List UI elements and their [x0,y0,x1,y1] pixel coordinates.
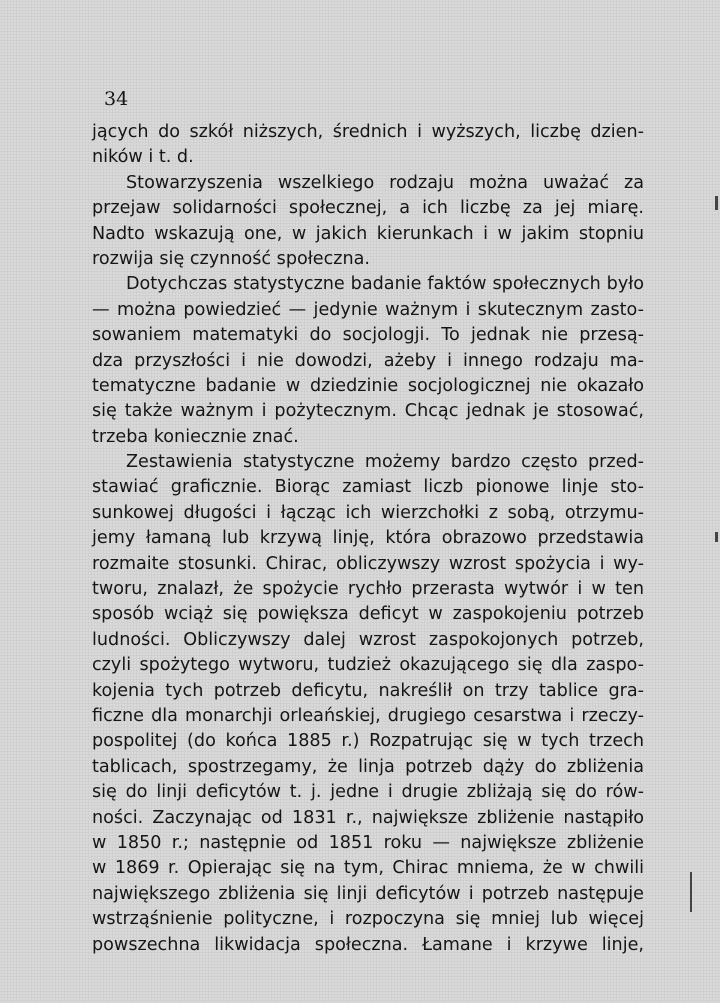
text-line: — można powiedzieć — jedynie ważnym i skutecznym zasto- [92,299,644,320]
text-line: wstrząśnienie polityczne, i rozpoczyna się mniej lub więcej [92,909,644,930]
text-line: się także ważnym i pożytecznym. Chcąc jednak je stosować, [92,401,644,422]
text-line: jących do szkół niższych, średnich i wyższych, liczbę dzien- [92,122,644,142]
text-line: powszechna likwidacja społeczna. Łamane i krzywe linje, [92,934,644,955]
text-line: rozmaite stosunki. Chirac, obliczywszy wzrost spożycia i wy- [92,553,644,574]
text-line: tematyczne badanie w dziedzinie socjologicznej nie okazało [92,375,644,396]
text-line: przejaw solidarności społecznej, a ich liczbę za jej miarę. [92,198,644,219]
text-line: tworu, znalazł, że spożycie rychło przerasta wytwór i w ten [92,579,644,600]
text-line: największego zbliżenia się linji deficytów i potrzeb następuje [92,883,644,904]
text-line: sowaniem matematyki do socjologji. To jednak nie przesą- [92,325,644,346]
text-line: rozwija się czynność społeczna. [92,248,371,269]
text-line: w 1850 r.; następnie od 1851 roku — największe zbliżenie [92,832,644,853]
scan-edge-mark [715,532,718,542]
text-line: Dotychczas statystyczne badanie faktów społecznych było [126,274,644,295]
scan-edge-mark [690,872,692,912]
text-line: ludności. Obliczywszy dalej wzrost zaspokojonych potrzeb, [92,629,644,650]
text-line: pospolitej (do końca 1885 r.) Rozpatrując się w tych trzech [92,731,644,752]
text-line: Stowarzyszenia wszelkiego rodzaju można uważać za [126,172,644,193]
text-line: Nadto wskazują one, w jakich kierunkach i w jakim stopniu [92,223,644,244]
page-number: 34 [104,88,129,110]
text-line: tablicach, spostrzegamy, że linja potrzeb dąży do zbliżenia [92,756,644,777]
text-line: ników i t. d. [92,147,194,168]
scan-edge-mark [715,196,718,210]
text-line: się do linji deficytów t. j. jedne i drugie zbliżają się do rów- [92,782,644,803]
text-line: jemy łamaną lub krzywą linję, która obrazowo przedstawia [92,528,644,549]
text-line: stawiać graficznie. Biorąc zamiast liczb pionowe linje sto- [92,477,644,498]
text-line: Zestawienia statystyczne możemy bardzo często przed- [126,452,644,473]
text-line: trzeba koniecznie znać. [92,426,299,447]
text-line: kojenia tych potrzeb deficytu, nakreślił on trzy tablice gra- [92,680,644,701]
text-line: w 1869 r. Opierając się na tym, Chirac mniema, że w chwili [92,858,644,879]
text-line: dza przyszłości i nie dowodzi, ażeby i innego rodzaju ma- [92,350,644,371]
text-line: ficzne dla monarchji orleańskiej, drugiego cesarstwa i rzeczy- [92,705,644,726]
text-line: ności. Zaczynając od 1831 r., największe zbliżenie nastąpiło [92,807,644,828]
text-line: czyli spożytego wytworu, tudzież okazującego się dla zaspo- [92,655,644,676]
text-line: sunkowej długości i łącząc ich wierzchołki z sobą, otrzymu- [92,502,644,523]
text-line: sposób wciąż się powiększa deficyt w zaspokojeniu potrzeb [92,604,644,625]
body-text [92,120,644,958]
